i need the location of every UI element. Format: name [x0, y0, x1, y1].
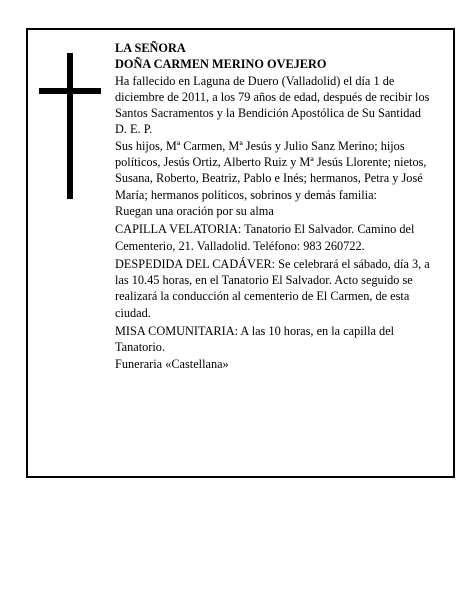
notice-text [115, 40, 446, 372]
funeral-farewell-info: DESPEDIDA DEL CADÁVER: Se celebrará el sábado, día 3, a las 10.45 horas, en el Tanatorio El Salvador. Acto seguido se realizará la conducción al cementerio de El Carmen, de esta ciudad. [115, 256, 430, 320]
family-list: Sus hijos, Mª Carmen, Mª Jesús y Julio Sanz Merino; hijos políticos, Jesús Ortiz, Alberto Ruiz y Mª Jesús Llorente; nietos, Susana, Roberto, Beatriz, Pablo e Inés; hermanos, Petra y José María; hermanos políticos, sobrinos y demás familia: [115, 138, 427, 202]
community-mass-info: MISA COMUNITARIA: A las 10 horas, en la capilla del Tanatorio. [115, 324, 395, 355]
wake-chapel-info: CAPILLA VELATORIA: Tanatorio El Salvador. Camino del Cementerio, 21. Valladolid. Teléfono: 983 260722. [115, 222, 415, 253]
deceased-name: DOÑA CARMEN MERINO OVEJERO [115, 57, 327, 72]
cross-vertical-bar [67, 53, 73, 199]
rip-line: D. E. P. [115, 122, 153, 137]
notice-heading: LA SEÑORA [115, 41, 186, 55]
funeral-home: Funeraria «Castellana» [115, 356, 229, 371]
prayer-request: Ruegan una oración por su alma [115, 203, 274, 218]
death-announcement: Ha fallecido en Laguna de Duero (Valladolid) el día 1 de diciembre de 2011, a los 79 años de edad, después de recibir los Santos Sacramentos y la Bendición Apostólica de Su Santidad [115, 73, 430, 121]
cross-horizontal-bar [39, 88, 101, 94]
obituary-notice [26, 28, 455, 478]
